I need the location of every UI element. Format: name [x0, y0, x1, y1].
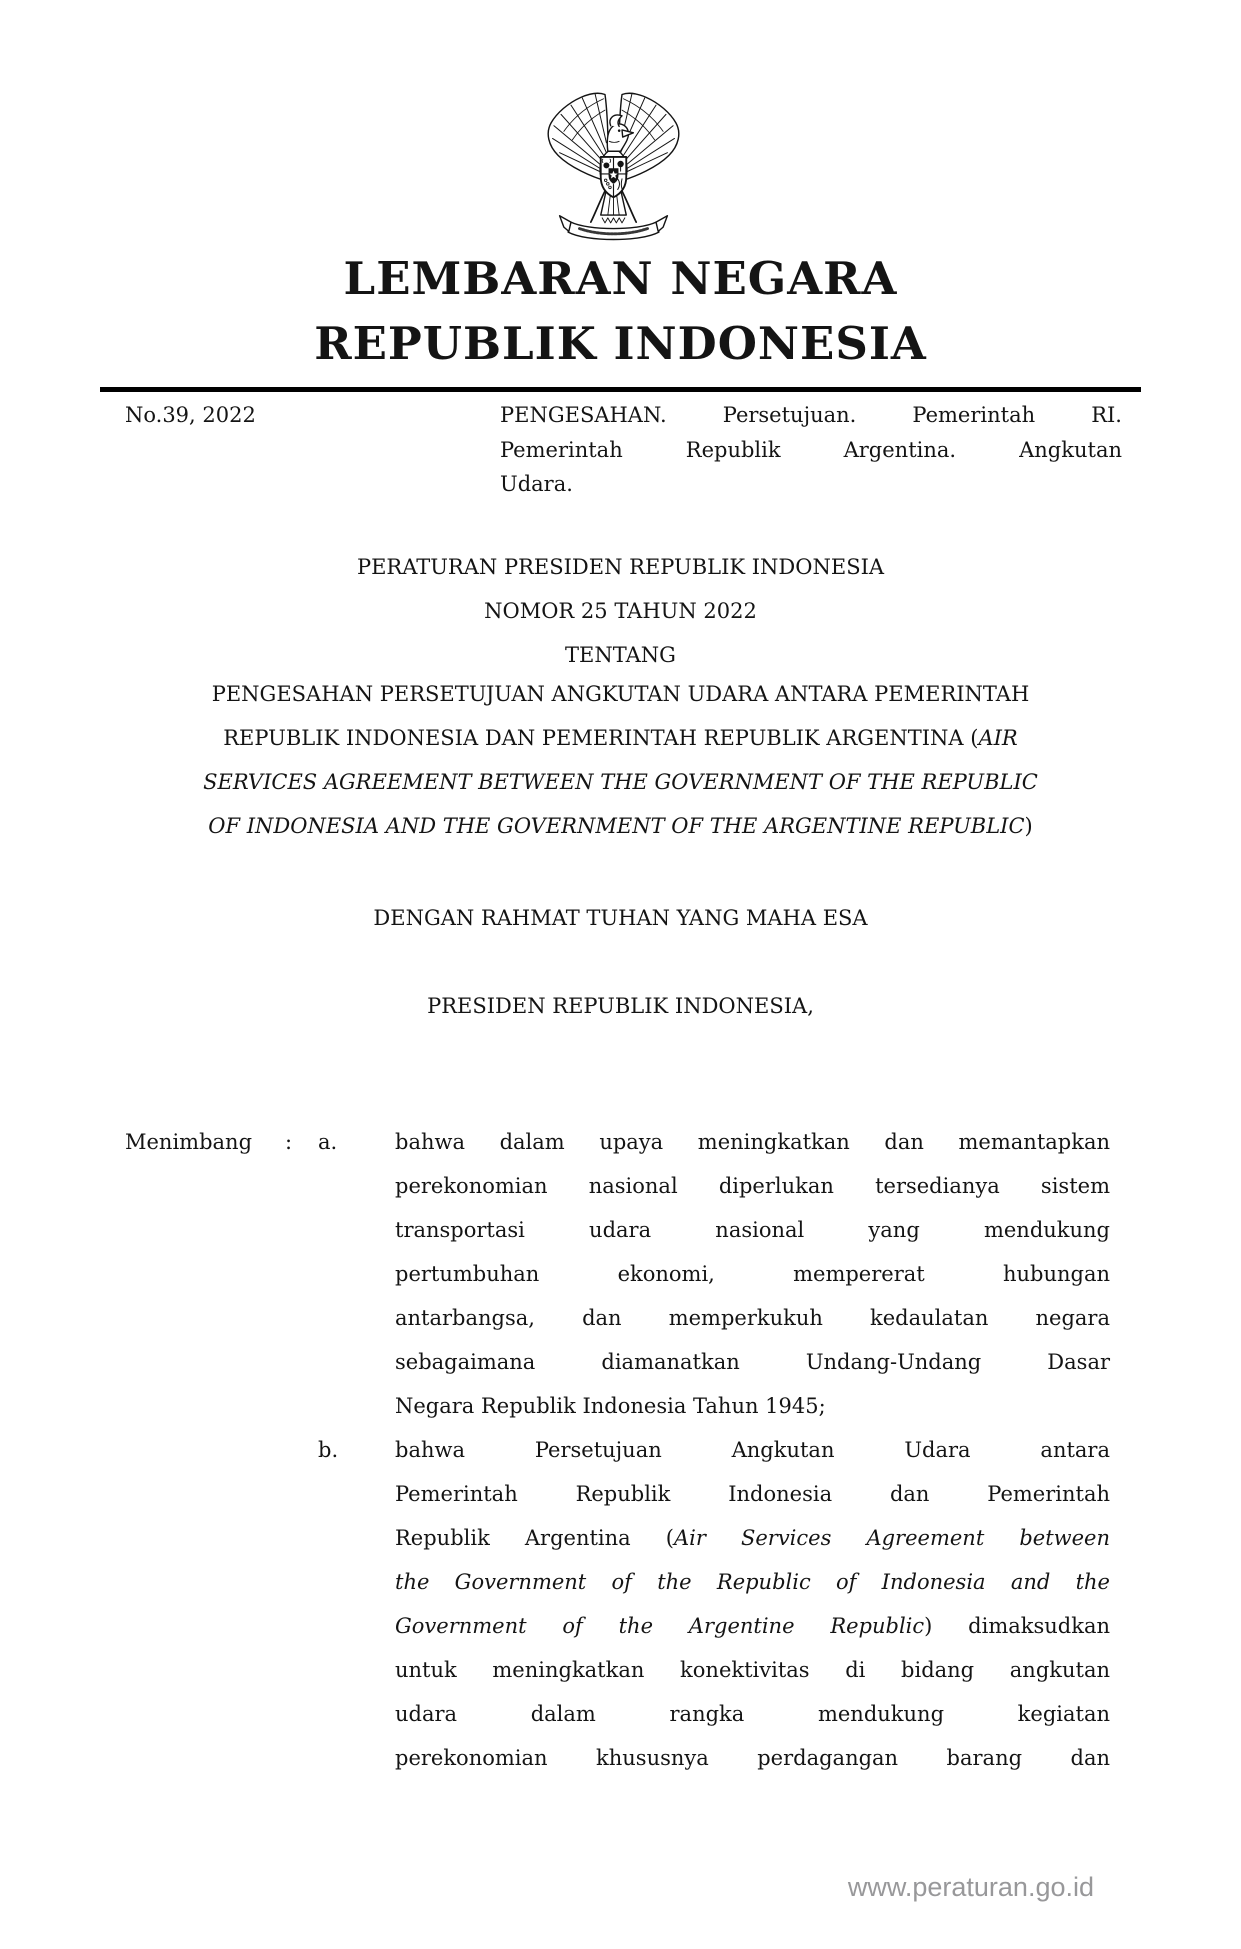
authority-line: PRESIDEN REPUBLIK INDONESIA, — [427, 994, 814, 1018]
item-text-a — [395, 1120, 1110, 1428]
text-line: perekonomian khususnya perdagangan barang dan — [395, 1746, 1110, 1770]
regulation-type: PERATURAN PRESIDEN REPUBLIK INDONESIA — [356, 555, 885, 579]
text-line: transportasi udara nasional yang mendukung — [395, 1218, 1110, 1242]
text-line: untuk meningkatkan konektivitas di bidang angkutan — [395, 1658, 1110, 1682]
text-line: PENGESAHAN PERSETUJUAN ANGKUTAN UDARA ANTARA PEMERINTAH — [211, 682, 1030, 706]
consideration-item-a — [125, 1120, 1110, 1428]
text-line: Udara. — [500, 472, 573, 496]
considerations-section — [125, 1120, 1110, 1780]
text-line: OF INDONESIA AND THE GOVERNMENT OF THE ARGENTINE REPUBLIC) — [208, 814, 1033, 838]
text-line: REPUBLIK INDONESIA DAN PEMERINTAH REPUBLIK ARGENTINA (AIR — [223, 726, 1018, 750]
masthead-rule — [100, 387, 1141, 392]
motto-banner — [560, 216, 668, 240]
regulation-title — [105, 672, 1136, 848]
text-line: PENGESAHAN. Persetujuan. Pemerintah RI. — [500, 403, 1122, 427]
text-line: Government of the Argentine Republic) dimaksudkan — [395, 1614, 1111, 1638]
item-marker-a: a. — [318, 1130, 338, 1154]
subject-abstract — [500, 398, 1122, 502]
text-line: bahwa Persetujuan Angkutan Udara antara — [395, 1438, 1110, 1462]
text-line: SERVICES AGREEMENT BETWEEN THE GOVERNMENT OF THE REPUBLIC — [203, 770, 1038, 794]
text-line: Pemerintah Republik Indonesia dan Pemerintah — [395, 1482, 1110, 1506]
menimbang-colon: : — [285, 1130, 293, 1154]
text-line: sebagaimana diamanatkan Undang-Undang Dasar — [395, 1350, 1110, 1374]
text-line: antarbangsa, dan memperkukuh kedaulatan negara — [395, 1306, 1110, 1330]
regulation-tentang: TENTANG — [565, 643, 676, 667]
masthead-title — [105, 246, 1136, 376]
consideration-item-b — [125, 1428, 1110, 1780]
pancasila-shield — [601, 157, 627, 197]
regulation-number: NOMOR 25 TAHUN 2022 — [484, 599, 757, 623]
text-line: bahwa dalam upaya meningkatkan dan memantapkan — [395, 1130, 1110, 1154]
text-line: perekonomian nasional diperlukan tersedianya sistem — [395, 1174, 1110, 1198]
footer-website: www.peraturan.go.id — [847, 1872, 1094, 1902]
masthead-title-line2: REPUBLIK INDONESIA — [314, 317, 927, 370]
item-marker-b: b. — [318, 1438, 339, 1462]
menimbang-label: Menimbang — [125, 1130, 253, 1154]
text-line: Negara Republik Indonesia Tahun 1945; — [395, 1394, 826, 1418]
garuda-pancasila-emblem — [542, 86, 685, 242]
text-line: the Government of the Republic of Indonesia and the — [395, 1570, 1110, 1594]
regulation-heading — [105, 545, 1136, 677]
text-line: pertumbuhan ekonomi, mempererat hubungan — [395, 1262, 1110, 1286]
text-line: Pemerintah Republik Argentina. Angkutan — [500, 437, 1122, 462]
issue-number: No.39, 2022 — [125, 403, 256, 427]
item-text-b — [395, 1428, 1110, 1780]
masthead-title-line1: LEMBARAN NEGARA — [343, 252, 898, 305]
invocation-line: DENGAN RAHMAT TUHAN YANG MAHA ESA — [373, 906, 868, 930]
text-line: Republik Argentina (Air Services Agreement between — [395, 1526, 1110, 1550]
text-line: udara dalam rangka mendukung kegiatan — [395, 1702, 1110, 1726]
